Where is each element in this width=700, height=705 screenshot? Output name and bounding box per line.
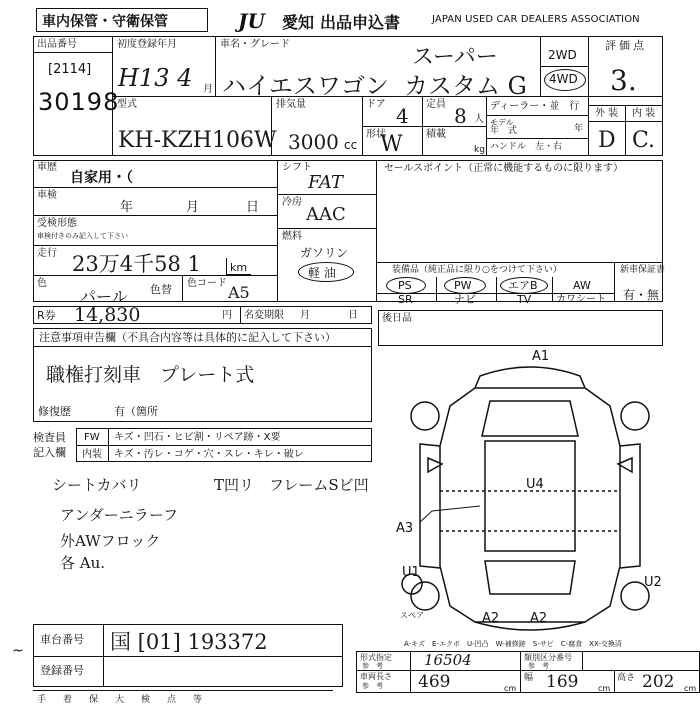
mileage-value: 23万4千58 1 <box>72 252 201 276</box>
ju-logo-text: JU <box>238 9 265 33</box>
equip-pw: PW <box>454 279 472 292</box>
mileage-label: 走行 <box>37 248 57 259</box>
diag-rear-left: U1 <box>402 565 420 580</box>
aircon-label: 冷房 <box>282 197 302 208</box>
doc-title: 出品申込書 <box>320 13 401 32</box>
spec-height-label: 高さ <box>617 673 636 683</box>
footer-strip <box>33 690 333 703</box>
checker-int-items: キズ・汚レ・コゲ・穴・スレ・キレ・破レ <box>114 449 304 460</box>
spec-height-unit: cm <box>684 684 697 693</box>
org-name: 愛知 <box>282 13 315 32</box>
spec-class-sub: 参 考 <box>528 662 549 670</box>
history-label: 車歴 <box>37 162 57 173</box>
spec-height-value: 202 <box>642 672 675 692</box>
spec-length-label: 車両長さ <box>360 672 392 681</box>
rating-value: 3. <box>610 64 637 97</box>
spec-model-code-sub: 参 考 <box>362 662 383 670</box>
rating-label: 評価点 <box>605 39 647 52</box>
shift-value: FAT <box>308 172 343 193</box>
dealer-line3: 年 式 <box>490 126 518 136</box>
equip-tv: TV <box>517 293 532 306</box>
diag-left: A3 <box>396 521 414 536</box>
wheel-front-left <box>411 402 439 430</box>
drive-4wd: 4WD <box>549 72 578 86</box>
footer-label-6: 等 <box>193 695 203 705</box>
equip-airbag: エアB <box>508 279 538 292</box>
accept-label: 受検形態 <box>37 218 77 229</box>
diag-rear-right: U2 <box>644 575 662 590</box>
load-unit: kg <box>474 145 485 155</box>
model-value: KH-KZH106W <box>118 128 277 153</box>
interior-label: 内 装 <box>632 108 656 119</box>
history-value: 自家用・（ <box>70 170 133 186</box>
spec-length-unit: cm <box>504 684 517 693</box>
chassis-value: 国 [01] 193372 <box>110 630 268 654</box>
notes-label: 注意事項申告欄（不具合内容等は具体的に記入して下さい） <box>39 331 336 344</box>
fuel-gasoline: ガソリン <box>300 246 349 260</box>
first-registration-value: H13 4 <box>118 64 193 92</box>
car-name-value: ハイエスワゴン <box>222 72 390 100</box>
doors-label: ドア <box>366 99 386 110</box>
displacement-label: 排気量 <box>276 99 306 110</box>
diag-rear2: A2 <box>530 611 548 626</box>
spec-width-label: 幅 <box>524 673 534 683</box>
name-change-month: 月 <box>300 310 310 321</box>
inspector-note-1: シートカバリ <box>52 476 142 494</box>
dealer-year: 年 <box>574 124 584 134</box>
color-value: パール <box>80 287 128 306</box>
drive-2wd: 2WD <box>548 48 577 62</box>
spec-width-value: 169 <box>546 672 579 692</box>
fuel-diesel: 軽 油 <box>308 266 336 280</box>
interior-value: C. <box>632 128 656 153</box>
notes-handwritten: 職権打刻車 プレート式 <box>46 364 255 386</box>
shape-value: W <box>380 132 403 157</box>
checker-int-label: 内装 <box>82 449 102 460</box>
mileage-unit: km <box>230 261 248 274</box>
name-change-label: 名変期限 <box>244 310 284 321</box>
english-title: JAPAN USED CAR DEALERS ASSOCIATION <box>432 14 640 25</box>
checker-fw-items: キズ・凹石・ヒビ割・リペア跡・X要 <box>114 432 281 443</box>
damage-legend: A-キズ E-エクボ U-凹凸 W-補修跡 S-サビ C-腐食 XX-交換済 <box>404 640 622 648</box>
diag-front: A1 <box>532 349 550 364</box>
load-label: 積載 <box>426 129 446 140</box>
repair-label: 修復歴 <box>38 405 71 418</box>
windshield <box>482 401 578 436</box>
footer-label-2: 保 <box>89 695 99 705</box>
spec-class-label: 類別区分番号 <box>524 653 572 662</box>
exterior-label: 外 装 <box>595 108 619 119</box>
equip-sr: SR <box>398 293 413 306</box>
inspector-note-3: 外AWフロック <box>60 532 161 550</box>
grade-line2: カスタム G <box>404 72 527 100</box>
spec-length-value: 469 <box>418 672 451 692</box>
equip-aw: AW <box>573 279 591 292</box>
lot-label: 出品番号 <box>37 39 77 50</box>
warranty-label: 新車保証書 <box>620 265 666 275</box>
shape-label: 形状 <box>366 129 386 140</box>
chassis-label: 車台番号 <box>40 633 84 646</box>
inspection-year: 年 <box>120 200 134 215</box>
name-change-day: 日 <box>348 310 358 321</box>
spec-width-unit: cm <box>598 684 611 693</box>
r-ticket-value: 14,830 <box>74 304 141 326</box>
color-label: 色 <box>37 278 47 289</box>
model-label: 型式 <box>117 99 137 110</box>
first-registration-label: 初度登録年月 <box>117 39 177 50</box>
dealer-line2: モデル <box>490 118 514 127</box>
equip-seat: カワシート <box>556 294 606 305</box>
equip-ps: PS <box>398 279 412 292</box>
inspection-label: 車検 <box>37 190 57 201</box>
spec-model-code-value: 16504 <box>424 651 472 669</box>
capacity-label: 定員 <box>426 99 446 110</box>
capacity-unit: 人 <box>474 114 484 125</box>
reg-number-label: 登録番号 <box>40 664 84 677</box>
displacement-unit: cc <box>344 138 358 152</box>
dealer-handle: ハンドル 左・右 <box>490 142 563 152</box>
footer-label-3: 大 <box>115 695 125 705</box>
checker-label2: 記入欄 <box>33 446 66 459</box>
footer-label-0: 手 <box>37 695 47 705</box>
lot-code: [2114] <box>48 62 92 77</box>
car-diagram <box>380 346 680 646</box>
post-attach-box <box>378 310 663 346</box>
checker-fw-label: FW <box>84 432 100 443</box>
shift-label: シフト <box>282 162 312 173</box>
footer-label-1: 着 <box>63 695 73 705</box>
storage-label: 車内保管・守衛保管 <box>42 14 168 30</box>
r-ticket-unit: 円 <box>222 310 232 321</box>
sales-point-label: セールスポイント（正常に機能するものに限ります） <box>384 163 624 174</box>
wheel-front-right <box>621 402 649 430</box>
ju-logo <box>238 9 282 31</box>
capacity-value: 8 <box>454 104 467 128</box>
car-name-label: 車名・グレード <box>220 39 290 50</box>
lot-number: 30198 <box>38 88 120 116</box>
wheel-rear-left <box>411 582 439 610</box>
footer-label-5: 点 <box>167 695 177 705</box>
margin-mark: ~ <box>12 643 24 659</box>
doors-value: 4 <box>396 104 409 128</box>
fuel-label: 燃料 <box>282 231 302 242</box>
aircon-value: AAC <box>306 204 346 225</box>
inspector-note-1b: T凹リ フレームSビ凹 <box>214 476 369 494</box>
spec-model-code-label: 形式指定 <box>360 653 392 662</box>
body-outline <box>440 388 620 622</box>
equip-navi: ナビ <box>454 293 476 306</box>
inspector-note-4: 各 Au. <box>60 554 106 572</box>
rear-window <box>485 561 575 594</box>
r-ticket-label: R券 <box>37 309 56 322</box>
displacement-value: 3000 <box>288 130 339 154</box>
diag-spare: スペア <box>400 611 424 620</box>
warranty-value: 有・無 <box>623 288 660 302</box>
diag-rear1: A2 <box>482 611 500 626</box>
front-bumper <box>475 367 585 388</box>
color-swap-label: 色替 <box>150 283 172 296</box>
equipment-label: 装備品（純正品に限り○をつけて下さい） <box>392 265 562 275</box>
accept-note: 車検付きのみ記入して下さい <box>37 232 128 240</box>
dealer-line1: ディーラー・並 行 <box>490 101 580 112</box>
diag-roof: U4 <box>526 477 544 492</box>
spec-length-sub: 参 考 <box>362 682 383 690</box>
color-code-value: A5 <box>228 283 250 302</box>
first-registration-month: 月 <box>203 84 213 95</box>
footer-label-4: 検 <box>141 695 151 705</box>
checker-label1: 検査員 <box>33 431 66 444</box>
inspection-month: 月 <box>186 200 200 215</box>
exterior-value: D <box>598 128 616 153</box>
grade-line1: スーパー <box>412 45 498 70</box>
roof-panel <box>485 441 575 551</box>
repair-value: 有（箇所 <box>114 405 158 418</box>
color-code-label: 色コード <box>187 278 227 289</box>
post-attach-label: 後日品 <box>382 313 412 324</box>
inspection-day: 日 <box>246 200 260 215</box>
inspector-note-2: アンダーニラーフ <box>60 506 179 524</box>
